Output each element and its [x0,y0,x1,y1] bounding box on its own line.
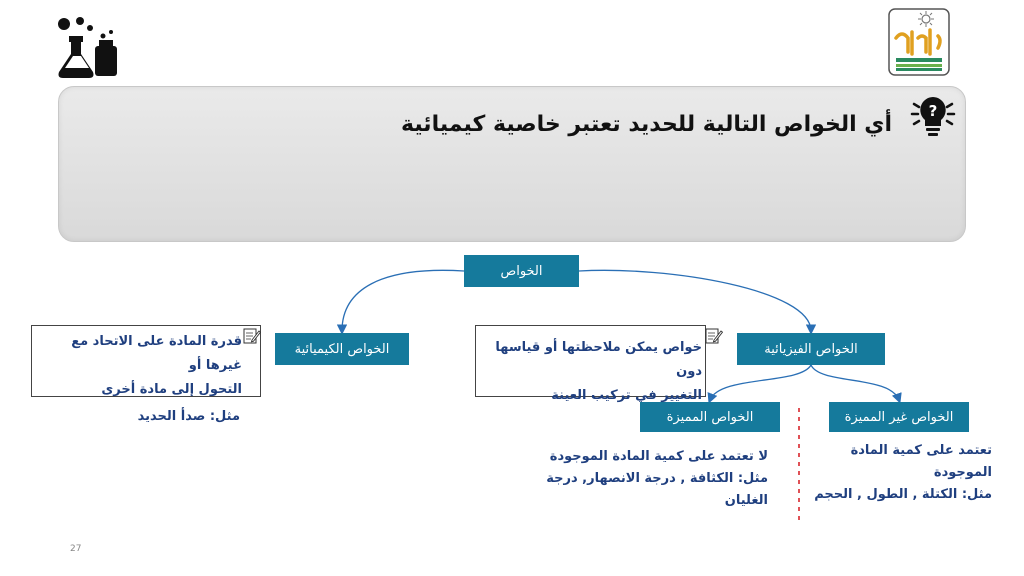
physical-definition-text [478,336,702,408]
logo [888,8,950,76]
physical-properties-box: الخواص الفيزيائية [737,333,885,365]
distinctive-line1: لا تعتمد على كمية المادة الموجودة [549,449,768,464]
non-distinctive-line2: مثل: الكتلة , الطول , الحجم [814,487,992,502]
non-distinctive-line1: تعتمد على كمية المادة الموجودة [850,443,992,480]
chemistry-flask-icon [55,16,119,80]
physical-definition-line1: خواص يمكن ملاحظتها أو قياسها دون [495,340,702,379]
properties-box: الخواص [464,255,579,287]
non-distinctive-description [800,440,992,506]
question-text: أي الخواص التالية للحديد تعتبر خاصية كيميائية [400,112,892,137]
non-distinctive-properties-box: الخواص غير المميزة [829,402,969,432]
physical-definition-line2: التغيير في تركيب العينة [551,388,702,403]
note-edit-icon [705,327,723,345]
connector-physical-distinctive [710,365,811,400]
connector-root-physical [579,270,811,331]
chemical-example: مثل: صدأ الحديد [137,409,240,424]
connector-physical-nondistinctive [811,365,899,400]
chemical-definition-line2: التحول إلى مادة أخرى [101,382,242,397]
question-panel [58,86,966,242]
distinctive-line2: مثل: الكثافة , درجة الانصهار, درجة الغليان [546,471,768,508]
note-edit-icon [243,327,261,345]
distinctive-description [520,446,768,512]
connector-root-chemical [342,270,464,331]
lightbulb-question-icon [910,94,956,138]
distinctive-properties-box: الخواص المميزة [640,402,780,432]
svg-text:?: ? [928,102,938,120]
chemical-properties-box: الخواص الكيميائية [275,333,409,365]
page-number: 27 [70,544,82,554]
chemical-definition-line1: قدرة المادة على الاتحاد مع غيرها أو [71,334,242,373]
chemical-definition-text [34,330,242,402]
